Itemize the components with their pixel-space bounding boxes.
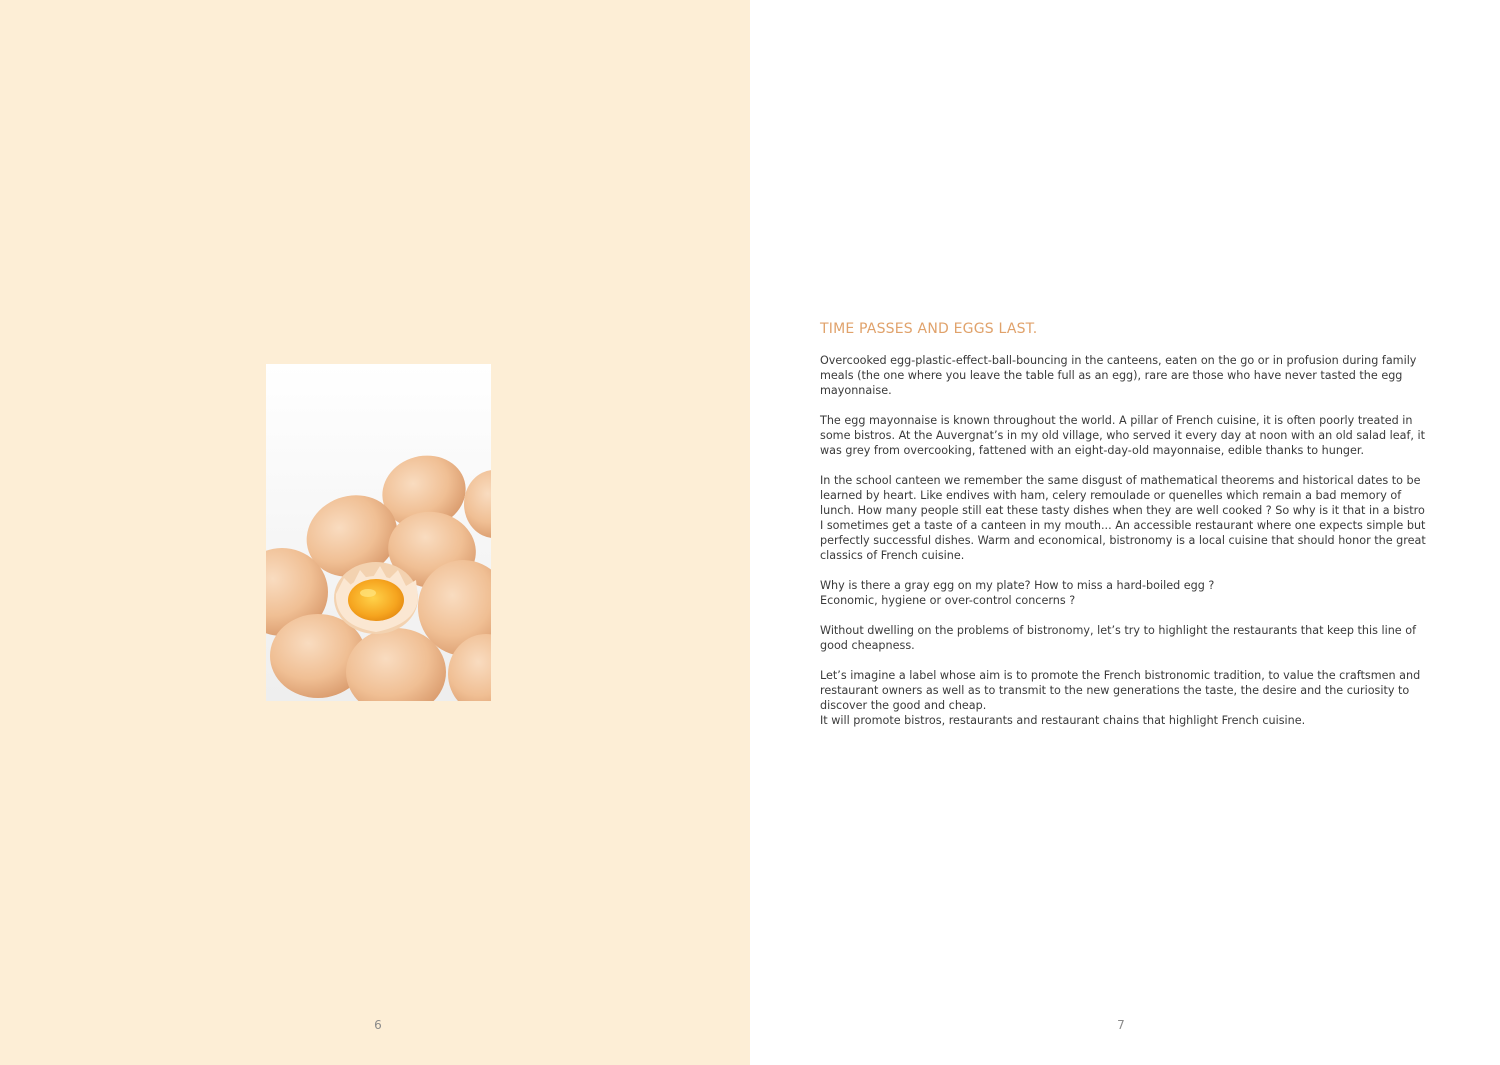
paragraph-text: Let’s imagine a label whose aim is to promote the French bistronomic tradition, to value the craftsmen and restaurant owners as well as to transmit to the new generations the taste, the desire and the curiosity to discover the good and cheap. (820, 669, 1421, 712)
article-body (820, 353, 1426, 743)
section-heading: TIME PASSES AND EGGS LAST. (820, 321, 1038, 337)
page-number: 6 (374, 1018, 382, 1032)
paragraph (820, 668, 1426, 728)
paragraph-text: Without dwelling on the problems of bistronomy, let’s try to highlight the restaurants that keep this line of good cheapness. (820, 624, 1417, 652)
paragraph (820, 473, 1426, 563)
paragraph (820, 353, 1426, 398)
paragraph-text: Why is there a gray egg on my plate? How to miss a hard-boiled egg ? (820, 579, 1215, 592)
eggs-photo (266, 364, 491, 701)
page-number: 7 (1117, 1018, 1125, 1032)
paragraph (820, 413, 1426, 458)
right-page (750, 0, 1500, 1065)
paragraph-text: In the school canteen we remember the same disgust of mathematical theorems and historical dates to be learned by heart. Like endives with ham, celery remoulade or quenelles which remain a bad memory of lunch. How many people still eat these tasty dishes when they are well cooked ? So why is it that in a bistro I sometimes get a taste of a canteen in my mouth... An accessible restaurant where one expects simple but perfectly successful dishes. Warm and economical, bistronomy is a local cuisine that should honor the great classics of French cuisine. (820, 474, 1426, 562)
paragraph-text: Overcooked egg-plastic-effect-ball-bouncing in the canteens, eaten on the go or in profusion during family meals (the one where you leave the table full as an egg), rare are those who have never tasted the egg mayonnaise. (820, 354, 1417, 397)
paragraph (820, 578, 1426, 608)
paragraph-text: It will promote bistros, restaurants and restaurant chains that highlight French cuisine. (820, 714, 1306, 727)
paragraph (820, 623, 1426, 653)
paragraph-text: Economic, hygiene or over-control concerns ? (820, 594, 1076, 607)
paragraph-text: The egg mayonnaise is known throughout the world. A pillar of French cuisine, it is often poorly treated in some bistros. At the Auvergnat’s in my old village, who served it every day at noon with an old salad leaf, it was grey from overcooking, fattened with an eight-day-old mayonnaise, edible thanks to hunger. (820, 414, 1426, 457)
